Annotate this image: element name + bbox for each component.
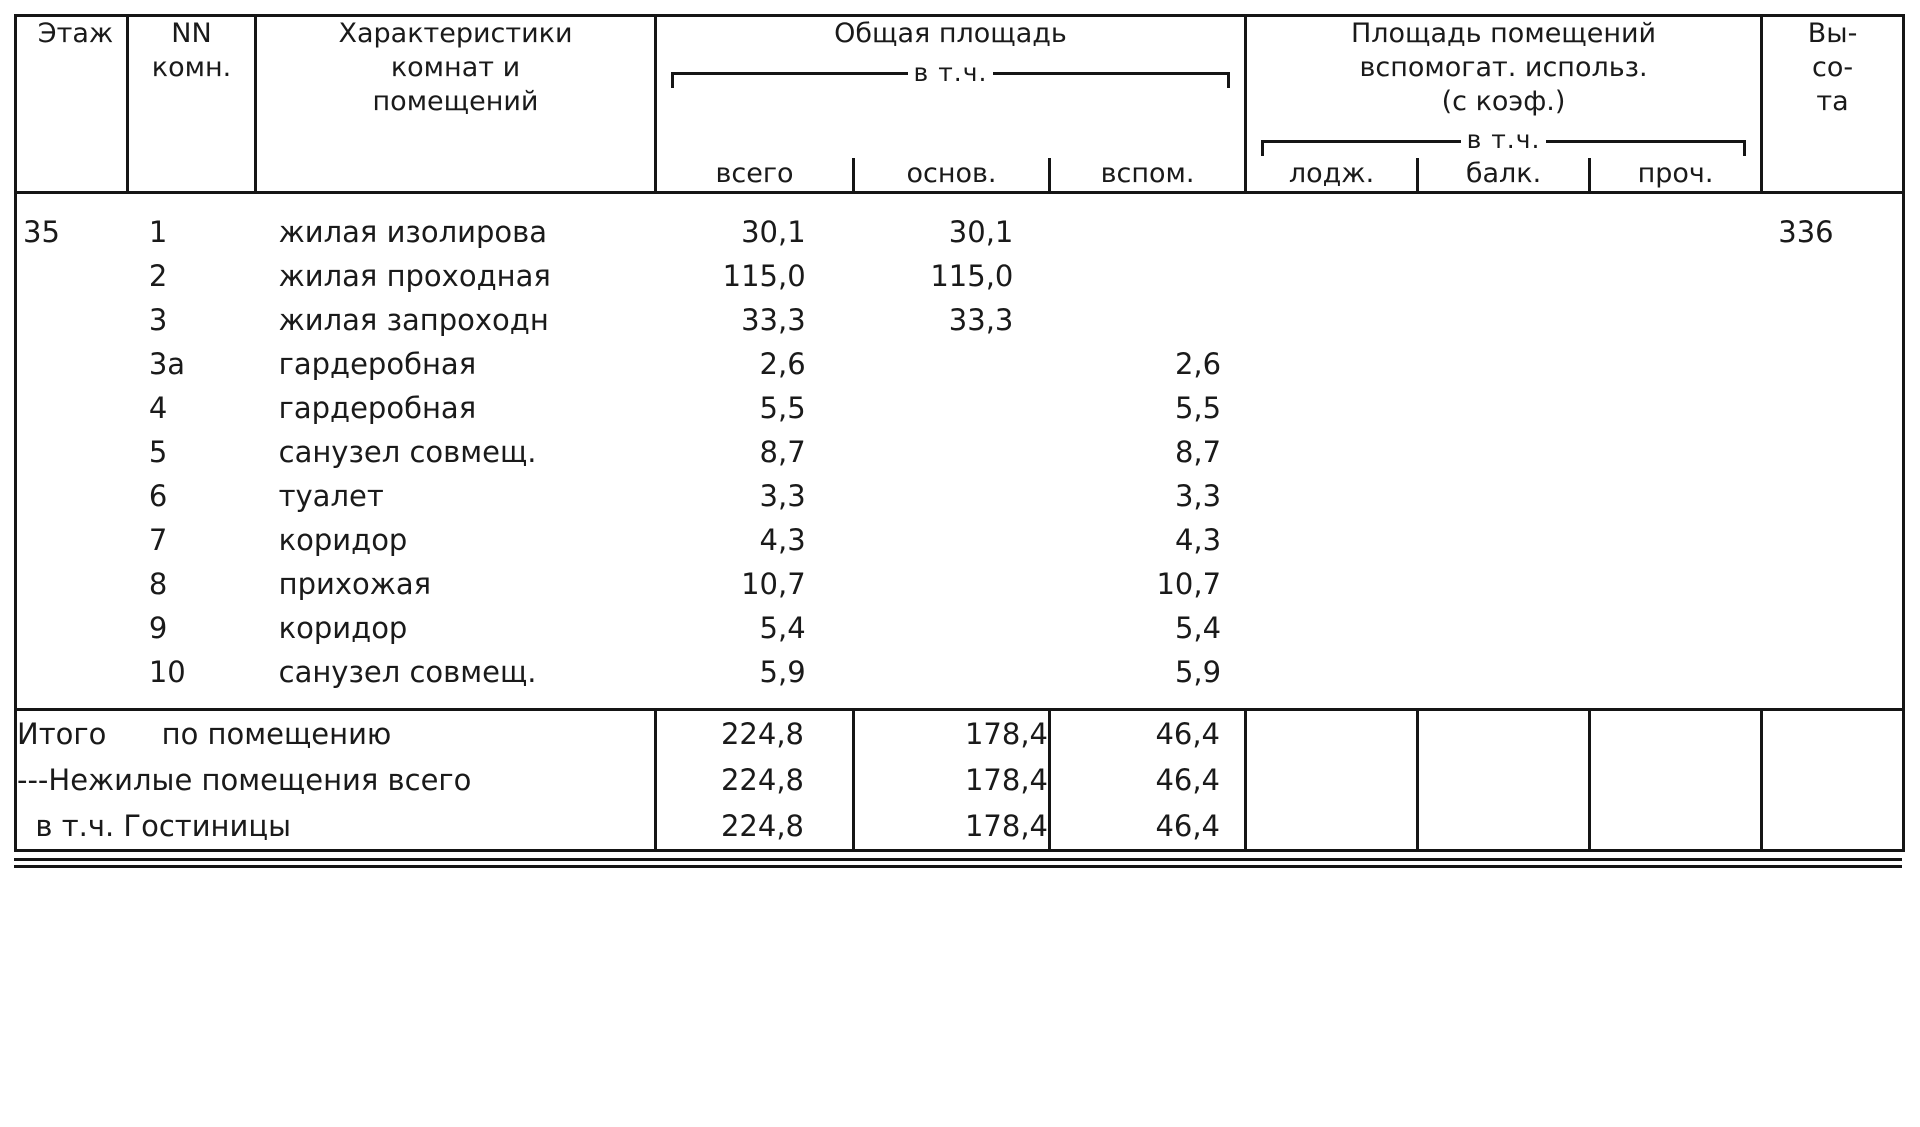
totals-cell-loggia (1246, 757, 1418, 803)
totals-cell-aux: 46,4 (1050, 757, 1246, 803)
room-cell-aux: 2,6 (1174, 347, 1222, 382)
table-bottom-rule (14, 858, 1902, 868)
table-row (17, 342, 1902, 386)
totals-label: в т.ч. Гостиницы (16, 803, 656, 851)
totals-cell-height (1762, 757, 1904, 803)
totals-row (16, 710, 1904, 758)
room-cell-total: 2,6 (759, 347, 806, 382)
room-cell-number: 3 (148, 303, 168, 338)
header-aux-including-label: в т.ч. (1461, 125, 1547, 154)
room-cell-height: 336 (1778, 215, 1834, 250)
room-cell-aux: 3,3 (1174, 479, 1222, 514)
header-sub-other: проч. (1590, 158, 1762, 192)
totals-cell-height (1762, 710, 1904, 758)
totals-label: ---Нежилые помещения всего (16, 757, 656, 803)
table-row (17, 386, 1902, 430)
header-description (256, 16, 656, 193)
totals-cell-other (1590, 803, 1762, 851)
table-row (17, 298, 1902, 342)
header-aux-area-group (1246, 16, 1762, 159)
totals-cell-height (1762, 803, 1904, 851)
header-total-area-including (657, 51, 1244, 91)
table-row (17, 518, 1902, 562)
header-aux-area-including (1247, 118, 1760, 158)
totals-row (16, 803, 1904, 851)
header-aux-area-line3: (с коэф.) (1441, 85, 1566, 117)
totals-cell-balcony (1418, 757, 1590, 803)
header-total-area-group (656, 16, 1246, 159)
room-cell-total: 8,7 (759, 435, 806, 470)
table-row (17, 430, 1902, 474)
header-height-line2: со- (1811, 51, 1854, 83)
premises-explication-table (14, 14, 1905, 852)
room-cell-description: санузел совмещ. (278, 435, 537, 470)
header-room-number-line1: NN (171, 18, 212, 49)
room-cell-description: прихожая (278, 567, 432, 602)
room-cell-number: 3а (148, 347, 186, 382)
room-cell-total: 115,0 (722, 259, 806, 294)
room-cell-total: 5,5 (759, 391, 806, 426)
room-cell-aux: 8,7 (1174, 435, 1222, 470)
table-header (16, 16, 1904, 193)
totals-cell-loggia (1246, 710, 1418, 758)
header-sub-main: основ. (854, 158, 1050, 192)
totals-cell-main: 178,4 (854, 710, 1050, 758)
room-cell-total: 4,3 (759, 523, 806, 558)
totals-cell-balcony (1418, 803, 1590, 851)
header-height-line3: та (1816, 85, 1849, 117)
table-row (17, 210, 1902, 254)
totals-cell-main: 178,4 (854, 803, 1050, 851)
room-cell-description: коридор (278, 523, 408, 558)
room-cell-main: 115,0 (930, 259, 1014, 294)
header-aux-area-line1: Площадь помещений (1350, 18, 1657, 49)
room-cell-number: 2 (148, 259, 168, 294)
table-row (17, 562, 1902, 606)
room-rows-container (16, 193, 1904, 710)
totals-cell-aux: 46,4 (1050, 803, 1246, 851)
table-row (17, 254, 1902, 298)
totals-cell-other (1590, 710, 1762, 758)
totals-cell-main: 178,4 (854, 757, 1050, 803)
totals-cell-total: 224,8 (656, 710, 854, 758)
totals-label: Итого по помещению (16, 710, 656, 758)
room-cell-aux: 4,3 (1174, 523, 1222, 558)
totals-cell-aux: 46,4 (1050, 710, 1246, 758)
totals-cell-loggia (1246, 803, 1418, 851)
table-body (16, 193, 1904, 710)
room-cell-description: жилая проходная (278, 259, 551, 294)
room-cell-description: коридор (278, 611, 408, 646)
room-cell-description: гардеробная (278, 391, 477, 426)
room-cell-total: 10,7 (741, 567, 806, 602)
header-sub-total: всего (656, 158, 854, 192)
room-cell-description: санузел совмещ. (278, 655, 537, 690)
totals-cell-other (1590, 757, 1762, 803)
room-cell-number: 7 (148, 523, 168, 558)
header-description-line1: Характеристики (338, 18, 573, 49)
totals-row (16, 757, 1904, 803)
room-cell-total: 30,1 (741, 215, 806, 250)
room-cell-aux: 10,7 (1156, 567, 1222, 602)
totals-cell-total: 224,8 (656, 757, 854, 803)
table-row (17, 606, 1902, 650)
header-total-including-label: в т.ч. (908, 58, 994, 87)
room-cell-floor: 35 (23, 215, 60, 250)
header-room-number-line2: комн. (151, 51, 232, 83)
table-row (17, 650, 1902, 694)
room-cell-main: 30,1 (948, 215, 1014, 250)
table-totals (16, 710, 1904, 851)
room-cell-total: 5,4 (759, 611, 806, 646)
room-cell-description: жилая запроходн (278, 303, 549, 338)
header-sub-aux: вспом. (1050, 158, 1246, 192)
room-cell-aux: 5,9 (1174, 655, 1222, 690)
header-floor: Этаж (16, 16, 128, 193)
header-sub-balcony: балк. (1418, 158, 1590, 192)
header-description-line2: комнат и (390, 51, 521, 83)
room-cell-description: гардеробная (278, 347, 477, 382)
table-row (17, 474, 1902, 518)
header-height (1762, 16, 1904, 193)
room-cell-number: 1 (148, 215, 168, 250)
room-cell-aux: 5,5 (1174, 391, 1222, 426)
room-cell-number: 4 (148, 391, 168, 426)
room-rows (17, 194, 1902, 708)
room-cell-number: 5 (148, 435, 168, 470)
header-room-number (128, 16, 256, 193)
totals-cell-total: 224,8 (656, 803, 854, 851)
header-aux-area-line2: вспомогат. использ. (1359, 51, 1648, 83)
totals-cell-balcony (1418, 710, 1590, 758)
room-cell-aux: 5,4 (1174, 611, 1222, 646)
header-description-line3: помещений (372, 85, 539, 117)
room-cell-description: жилая изолирова (278, 215, 547, 250)
room-cell-total: 33,3 (741, 303, 806, 338)
room-cell-number: 10 (148, 655, 186, 690)
header-height-line1: Вы- (1807, 18, 1858, 49)
room-cell-total: 5,9 (759, 655, 806, 690)
room-cell-number: 6 (148, 479, 168, 514)
room-cell-total: 3,3 (759, 479, 806, 514)
header-total-area-title: Общая площадь (834, 18, 1067, 49)
header-sub-loggia: лодж. (1246, 158, 1418, 192)
room-cell-number: 8 (148, 567, 168, 602)
room-cell-main: 33,3 (948, 303, 1014, 338)
body-block-row (16, 193, 1904, 710)
room-cell-number: 9 (148, 611, 168, 646)
room-cell-description: туалет (278, 479, 384, 514)
header-row-titles (16, 16, 1904, 159)
